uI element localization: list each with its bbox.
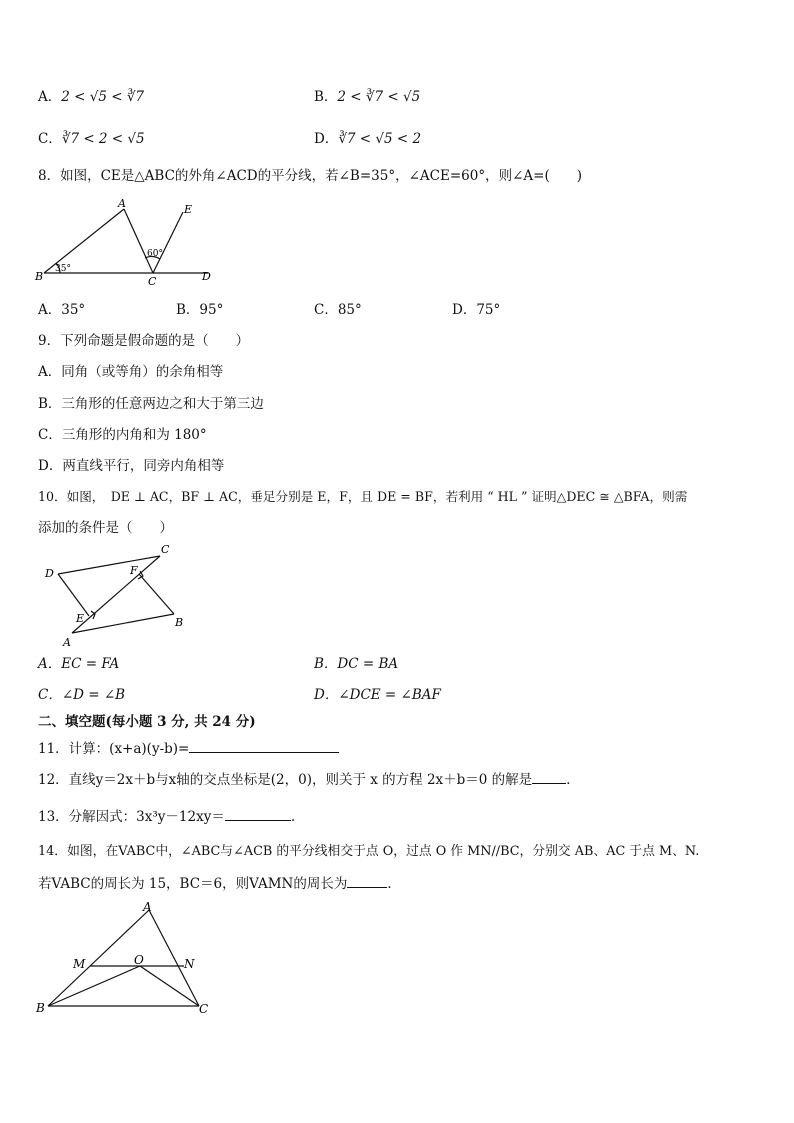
q14-label-m: M — [73, 957, 86, 971]
q10-option-d: D．∠DCE = ∠BAF — [314, 687, 441, 703]
q10-label-f: F — [130, 564, 138, 577]
q10-stem-line1: 10．如图， DE ⊥ AC，BF ⊥ AC，垂足分别是 E，F，且 DE = BF，若利用 “ HL ” 证明△DEC ≅ △BFA，则需 — [38, 489, 688, 504]
q12: 12．直线y＝2x＋b与x轴的交点坐标是(2，0)，则关于 x 的方程 2x＋b＝0 的解是 ． — [38, 769, 580, 789]
q13-text: 13．分解因式：3x³y－12xy＝ — [38, 809, 225, 825]
q14-answer-blank — [347, 873, 387, 888]
q8-option-c: C．85° — [314, 302, 362, 318]
q14-figure — [32, 898, 222, 1018]
q7-option-b: B．2 < ∛7 < √5 — [314, 89, 421, 105]
q14-label-o: O — [134, 953, 144, 967]
q10-label-b: B — [175, 616, 184, 629]
q8-figure — [30, 196, 230, 291]
q9-option-d: D．两直线平行，同旁内角相等 — [38, 458, 225, 474]
q9-option-b: B．三角形的任意两边之和大于第三边 — [38, 396, 264, 412]
q10-stem-line2: 添加的条件是（ ） — [38, 520, 173, 536]
q8-option-b: B．95° — [176, 302, 224, 318]
q14-line1: 14．如图，在VABC中，∠ABC与∠ACB 的平分线相交于点 O，过点 O 作 MN//BC，分别交 AB、AC 于点 M、N. — [38, 844, 700, 859]
q8-label-c: C — [148, 275, 157, 288]
q8-label-a: A — [118, 197, 126, 210]
q8-option-a: A．35° — [38, 302, 86, 318]
q11-answer-blank — [189, 738, 339, 753]
q12-text: 12．直线y＝2x＋b与x轴的交点坐标是(2，0)，则关于 x 的方程 2x＋b＝0 的解是 — [38, 772, 533, 788]
q9-option-c: C．三角形的内角和为 180° — [38, 427, 207, 443]
q8-stem: 8．如图，CE是△ABC的外角∠ACD的平分线，若∠B=35°，∠ACE=60°，则∠A=( ) — [38, 168, 582, 184]
q10-figure — [42, 540, 202, 648]
q7-option-d: D．∛7 < √5 < 2 — [314, 131, 422, 147]
q14-label-b: B — [36, 1001, 45, 1015]
q11 — [38, 738, 339, 758]
q8-label-b: B — [35, 270, 44, 283]
q14-label-a: A — [143, 900, 152, 914]
q14-label-c: C — [199, 1002, 209, 1016]
q8-option-d: D．75° — [452, 302, 501, 318]
q8-angle-c: 60° — [147, 249, 163, 259]
q14-line2: 若VABC的周长为 15，BC＝6，则VAMN的周长为 ． — [38, 873, 401, 893]
q12-answer-blank — [532, 769, 566, 784]
q9-stem: 9．下列命题是假命题的是（ ） — [38, 333, 250, 349]
q13-answer-blank — [225, 806, 291, 821]
q8-angle-b: 35° — [55, 264, 71, 274]
q14-label-n: N — [184, 957, 195, 971]
q9-option-a: A．同角（或等角）的余角相等 — [38, 364, 224, 380]
q7-option-c: C．∛7 < 2 < √5 — [38, 131, 145, 147]
q10-label-e: E — [76, 612, 85, 625]
q13: 13．分解因式：3x³y－12xy＝ . — [38, 806, 295, 826]
section-2-heading: 二、填空题(每小题 3 分, 共 24 分) — [38, 714, 256, 730]
q10-option-a: A．EC = FA — [38, 656, 120, 672]
q7-option-a: A．2 < √5 < ∛7 — [38, 89, 145, 105]
q10-label-c: C — [161, 543, 170, 556]
q10-label-a: A — [63, 636, 71, 648]
q10-label-d: D — [45, 567, 54, 580]
q10-option-c: C．∠D = ∠B — [38, 687, 126, 703]
q10-option-b: B．DC = BA — [314, 656, 399, 672]
q8-label-d: D — [202, 270, 211, 283]
q8-label-e: E — [184, 203, 193, 216]
q11-text: 11．计算：(x+a)(y-b)= — [38, 741, 190, 757]
